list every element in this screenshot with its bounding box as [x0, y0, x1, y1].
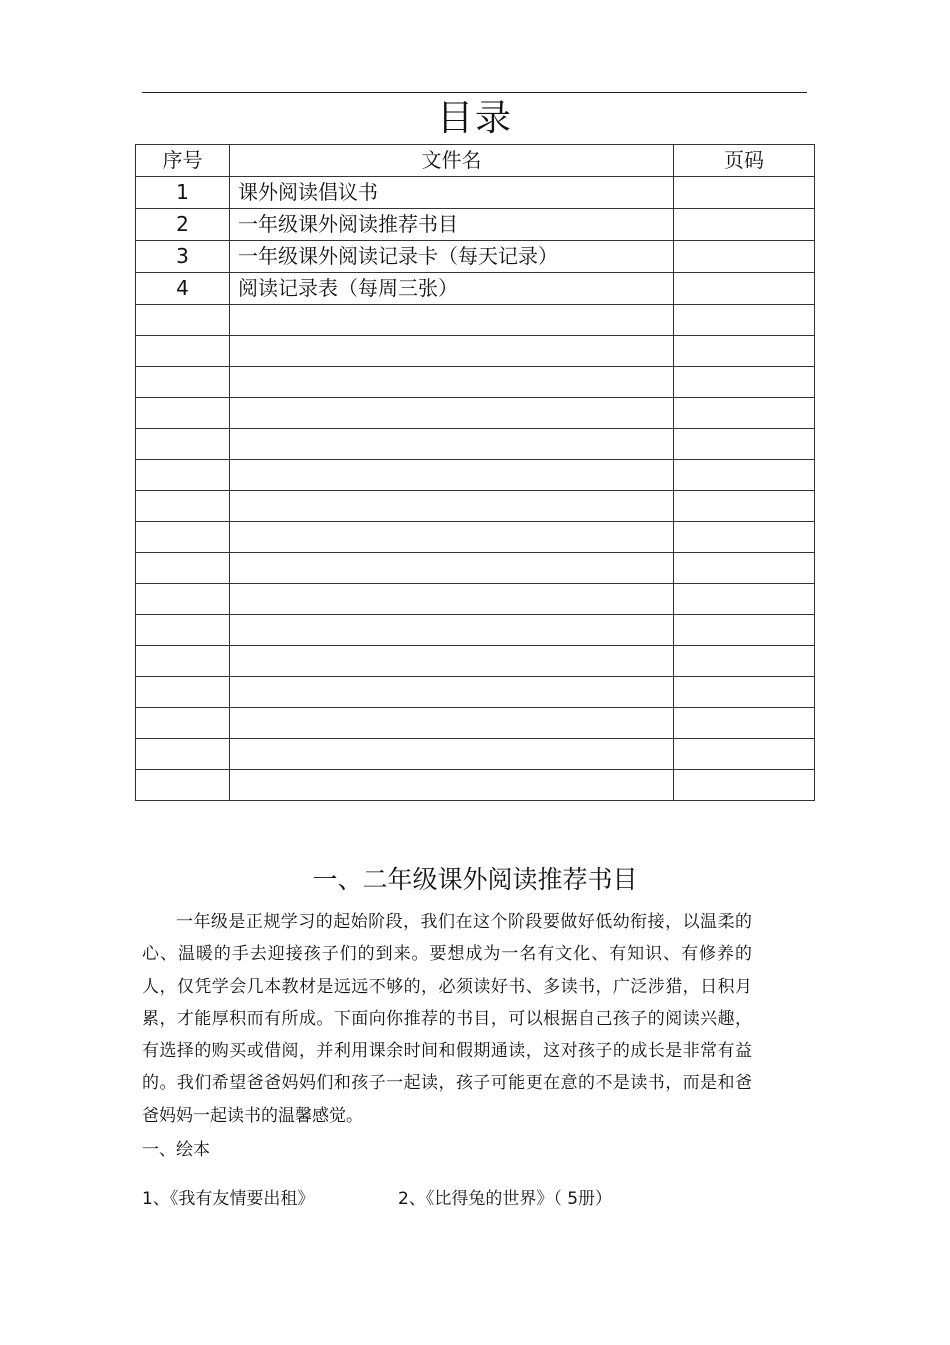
toc-cell-page	[674, 273, 815, 305]
toc-cell-num	[136, 429, 230, 460]
toc-cell-page	[674, 677, 815, 708]
header-num: 序号	[136, 145, 230, 177]
toc-cell-name	[230, 522, 674, 553]
header-name: 文件名	[230, 145, 674, 177]
toc-row	[136, 770, 815, 801]
toc-cell-num: 3	[136, 241, 230, 273]
toc-cell-num	[136, 584, 230, 615]
header-page: 页码	[674, 145, 815, 177]
toc-row	[136, 739, 815, 770]
toc-row	[136, 177, 815, 209]
toc-cell-name	[230, 553, 674, 584]
toc-row	[136, 584, 815, 615]
toc-cell-num	[136, 336, 230, 367]
toc-cell-name: 一年级课外阅读记录卡（每天记录）	[230, 241, 674, 273]
toc-cell-num	[136, 522, 230, 553]
toc-cell-name	[230, 491, 674, 522]
toc-cell-name	[230, 646, 674, 677]
section-title: 一、二年级课外阅读推荐书目	[312, 865, 638, 894]
toc-cell-num	[136, 646, 230, 677]
toc-title: 目录	[436, 98, 513, 139]
toc-cell-num	[136, 491, 230, 522]
section-intro: 一年级是正规学习的起始阶段，我们在这个阶段要做好低幼衔接，以温柔的心、温暖的手去迎接孩子们的到来。要想成为一名有文化、有知识、有修养的人，仅凭学会几本教材是远远不够的，必须读好书、多读书，广泛涉猎，日积月累，才能厚积而有所成。下面向你推荐的书目，可以根据自己孩子的阅读兴趣，有选择的购买或借阅，并利用课余时间和假期通读，这对孩子的成长是非常有益的。我们希望爸爸妈妈们和孩子一起读，孩子可能更在意的不是读书，而是和爸爸妈妈一起读书的温馨感觉。	[142, 912, 752, 1126]
toc-cell-name	[230, 677, 674, 708]
toc-cell-name	[230, 367, 674, 398]
toc-row	[136, 646, 815, 677]
toc-row	[136, 677, 815, 708]
toc-cell-name: 阅读记录表（每周三张）	[230, 273, 674, 305]
book-item: 1、《我有友情要出租》	[142, 1189, 315, 1209]
toc-cell-num	[136, 305, 230, 336]
toc-cell-name	[230, 584, 674, 615]
toc-row	[136, 460, 815, 491]
toc-cell-page	[674, 305, 815, 336]
subheading-picture-books: 一、绘本	[142, 1140, 210, 1160]
toc-cell-page	[674, 708, 815, 739]
toc-cell-num	[136, 708, 230, 739]
toc-row	[136, 305, 815, 336]
toc-cell-num: 4	[136, 273, 230, 305]
toc-row	[136, 241, 815, 273]
toc-cell-page	[674, 491, 815, 522]
toc-cell-page	[674, 460, 815, 491]
toc-cell-name	[230, 770, 674, 801]
toc-cell-num	[136, 770, 230, 801]
toc-cell-name	[230, 336, 674, 367]
toc-cell-page	[674, 522, 815, 553]
toc-cell-num: 2	[136, 209, 230, 241]
toc-row	[136, 553, 815, 584]
toc-cell-page	[674, 398, 815, 429]
toc-body	[136, 177, 815, 801]
toc-header-row	[136, 145, 815, 177]
toc-row	[136, 273, 815, 305]
toc-cell-name	[230, 429, 674, 460]
toc-cell-page	[674, 367, 815, 398]
toc-cell-num	[136, 553, 230, 584]
toc-cell-page	[674, 209, 815, 241]
toc-cell-page	[674, 241, 815, 273]
top-rule	[142, 92, 807, 93]
toc-cell-page	[674, 770, 815, 801]
toc-cell-name	[230, 739, 674, 770]
toc-table	[135, 144, 815, 801]
toc-row	[136, 209, 815, 241]
toc-cell-page	[674, 429, 815, 460]
toc-row	[136, 708, 815, 739]
toc-row	[136, 522, 815, 553]
toc-cell-name: 课外阅读倡议书	[230, 177, 674, 209]
toc-cell-num	[136, 367, 230, 398]
toc-cell-name	[230, 708, 674, 739]
toc-row	[136, 367, 815, 398]
toc-cell-page	[674, 615, 815, 646]
toc-row	[136, 491, 815, 522]
toc-cell-page	[674, 553, 815, 584]
toc-cell-name	[230, 460, 674, 491]
toc-cell-num	[136, 398, 230, 429]
toc-cell-page	[674, 177, 815, 209]
toc-row	[136, 398, 815, 429]
toc-cell-name: 一年级课外阅读推荐书目	[230, 209, 674, 241]
toc-cell-num	[136, 615, 230, 646]
toc-cell-num	[136, 460, 230, 491]
toc-cell-page	[674, 646, 815, 677]
toc-cell-page	[674, 584, 815, 615]
book-item: 2、《比得兔的世界》（ 5册）	[398, 1189, 613, 1209]
toc-cell-page	[674, 739, 815, 770]
toc-cell-name	[230, 615, 674, 646]
toc-cell-page	[674, 336, 815, 367]
toc-row	[136, 615, 815, 646]
toc-cell-name	[230, 305, 674, 336]
toc-row	[136, 336, 815, 367]
toc-cell-name	[230, 398, 674, 429]
toc-cell-num	[136, 739, 230, 770]
toc-cell-num: 1	[136, 177, 230, 209]
toc-cell-num	[136, 677, 230, 708]
toc-row	[136, 429, 815, 460]
